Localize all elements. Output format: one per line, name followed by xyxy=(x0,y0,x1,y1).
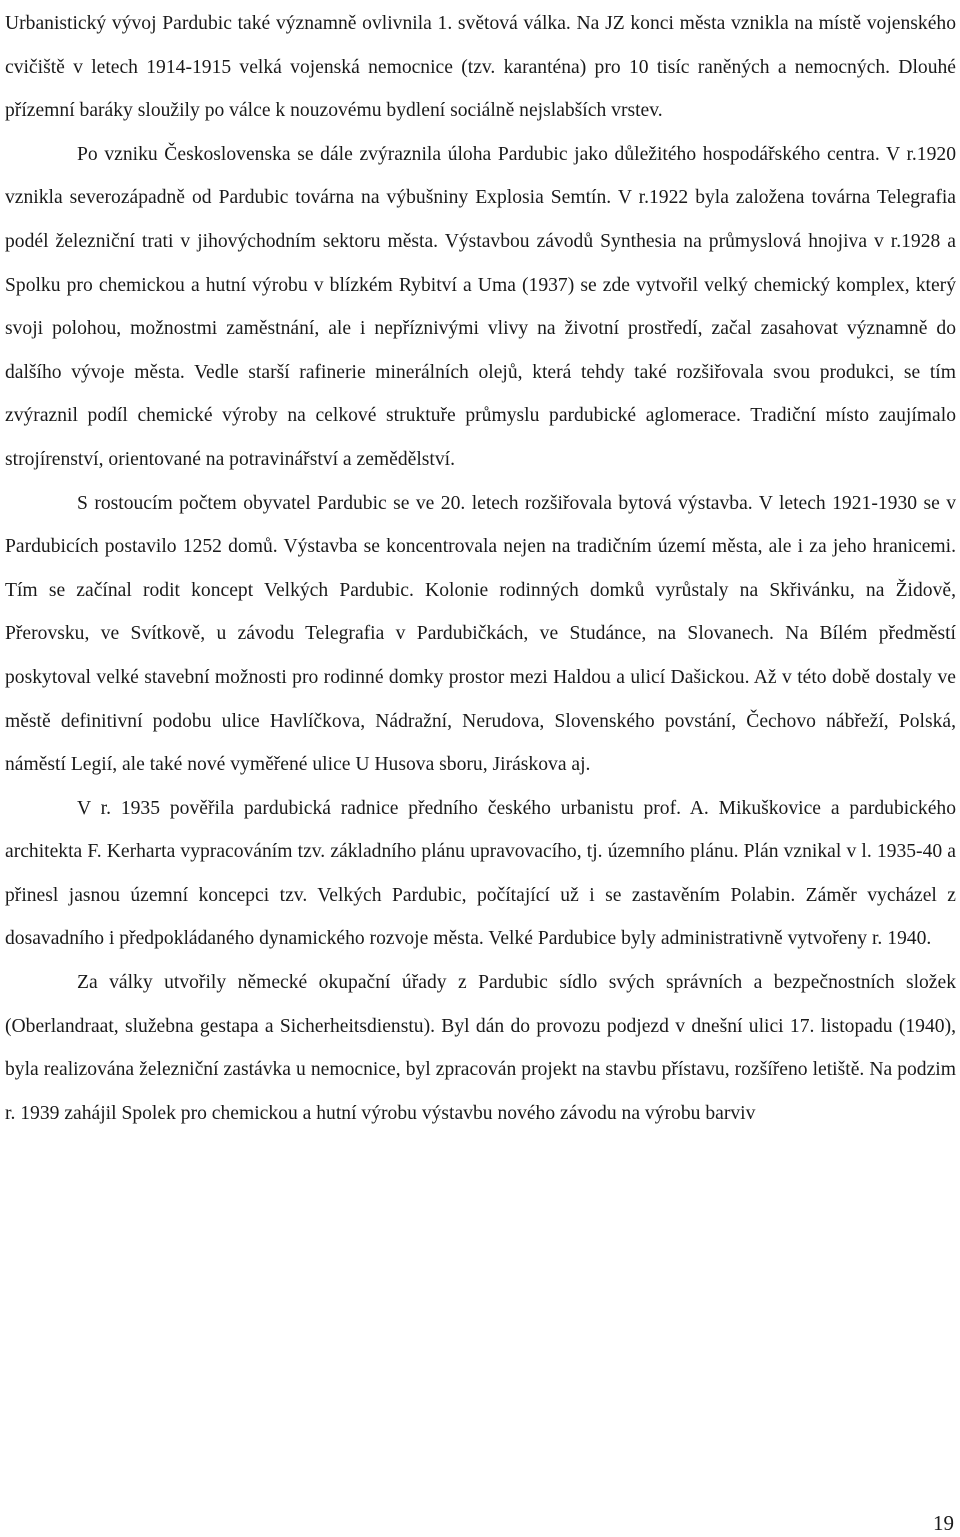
document-body xyxy=(5,2,956,1135)
document-page xyxy=(5,0,956,1537)
paragraph-wartime: Za války utvořily německé okupační úřady z Pardubic sídlo svých správních a bezpečnostních složek (Oberlandraat, služebna gestapa a Sicherheitsdienstu). Byl dán do provozu podjezd v dnešní ulici 17. listopadu (1940), byla realizována železniční zastávka u nemocnice, byl zpracován projekt na stavbu přístavu, rozšířeno letiště. Na podzim r. 1939 zahájil Spolek pro chemickou a hutní výrobu výstavbu nového závodu na výrobu barviv xyxy=(5,972,956,1124)
paragraph-czechoslovakia-industry: Po vzniku Československa se dále zvýraznila úloha Pardubic jako důležitého hospodářského centra. V r.1920 vznikla severozápadně od Pardubic továrna na výbušniny Explosia Semtín. V r.1922 byla založena továrna Telegrafia podél železniční trati v jihovýchodním sektoru města. Výstavbou závodů Synthesia na průmyslová hnojiva v r.1928 a Spolku pro chemickou a hutní výrobu v blízkém Rybitví a Uma (1937) se zde vytvořil velký chemický komplex, který svoji polohou, možnostmi zaměstnání, ale i nepříznivými vlivy na životní prostředí, začal zasahovat významně do dalšího vývoje města. Vedle starší rafinerie minerálních olejů, která tehdy také rozšiřovala svou produkci, se tím zvýraznil podíl chemické výroby na celkové struktuře průmyslu pardubické aglomerace. Tradiční místo zaujímalo strojírenství, orientované na potravinářství a zemědělství. xyxy=(5,143,956,470)
paragraph-housing-construction: S rostoucím počtem obyvatel Pardubic se ve 20. letech rozšiřovala bytová výstavba. V letech 1921-1930 se v Pardubicích postavilo 1252 domů. Výstavba se koncentrovala nejen na tradičním území města, ale i za jeho hranicemi. Tím se začínal rodit koncept Velkých Pardubic. Kolonie rodinných domků vyrůstaly na Skřivánku, na Židově, Přerovsku, ve Svítkově, u závodu Telegrafia v Pardubičkách, ve Studánce, na Slovanech. Na Bílém předměstí poskytoval velké stavební možnosti pro rodinné domky prostor mezi Haldou a ulicí Dašickou. Až v této době dostaly ve městě definitivní podobu ulice Havlíčkova, Nádražní, Nerudova, Slovenského povstání, Čechovo nábřeží, Polská, náměstí Legií, ale také nové vyměřené ulice U Husova sboru, Jiráskova aj. xyxy=(5,492,956,776)
paragraph-wwi-development: Urbanistický vývoj Pardubic také významně ovlivnila 1. světová válka. Na JZ konci města vznikla na místě vojenského cvičiště v letech 1914-1915 velká vojenská nemocnice (tzv. karanténa) pro 10 tisíc raněných a nemocných. Dlouhé přízemní baráky sloužily po válce k nouzovému bydlení sociálně nejslabších vrstev. xyxy=(5,13,956,122)
paragraph-urban-plan: V r. 1935 pověřila pardubická radnice předního českého urbanistu prof. A. Mikuškovice a pardubického architekta F. Kerharta vypracováním tzv. základního plánu upravovacího, tj. územního plánu. Plán vznikal v l. 1935-40 a přinesl jasnou územní koncepci tzv. Velkých Pardubic, počítající už i se zastavěním Polabin. Záměr vycházel z dosavadního i předpokládaného dynamického rozvoje města. Velké Pardubice byly administrativně vytvořeny r. 1940. xyxy=(5,797,956,950)
page-number: 19 xyxy=(933,1511,954,1535)
